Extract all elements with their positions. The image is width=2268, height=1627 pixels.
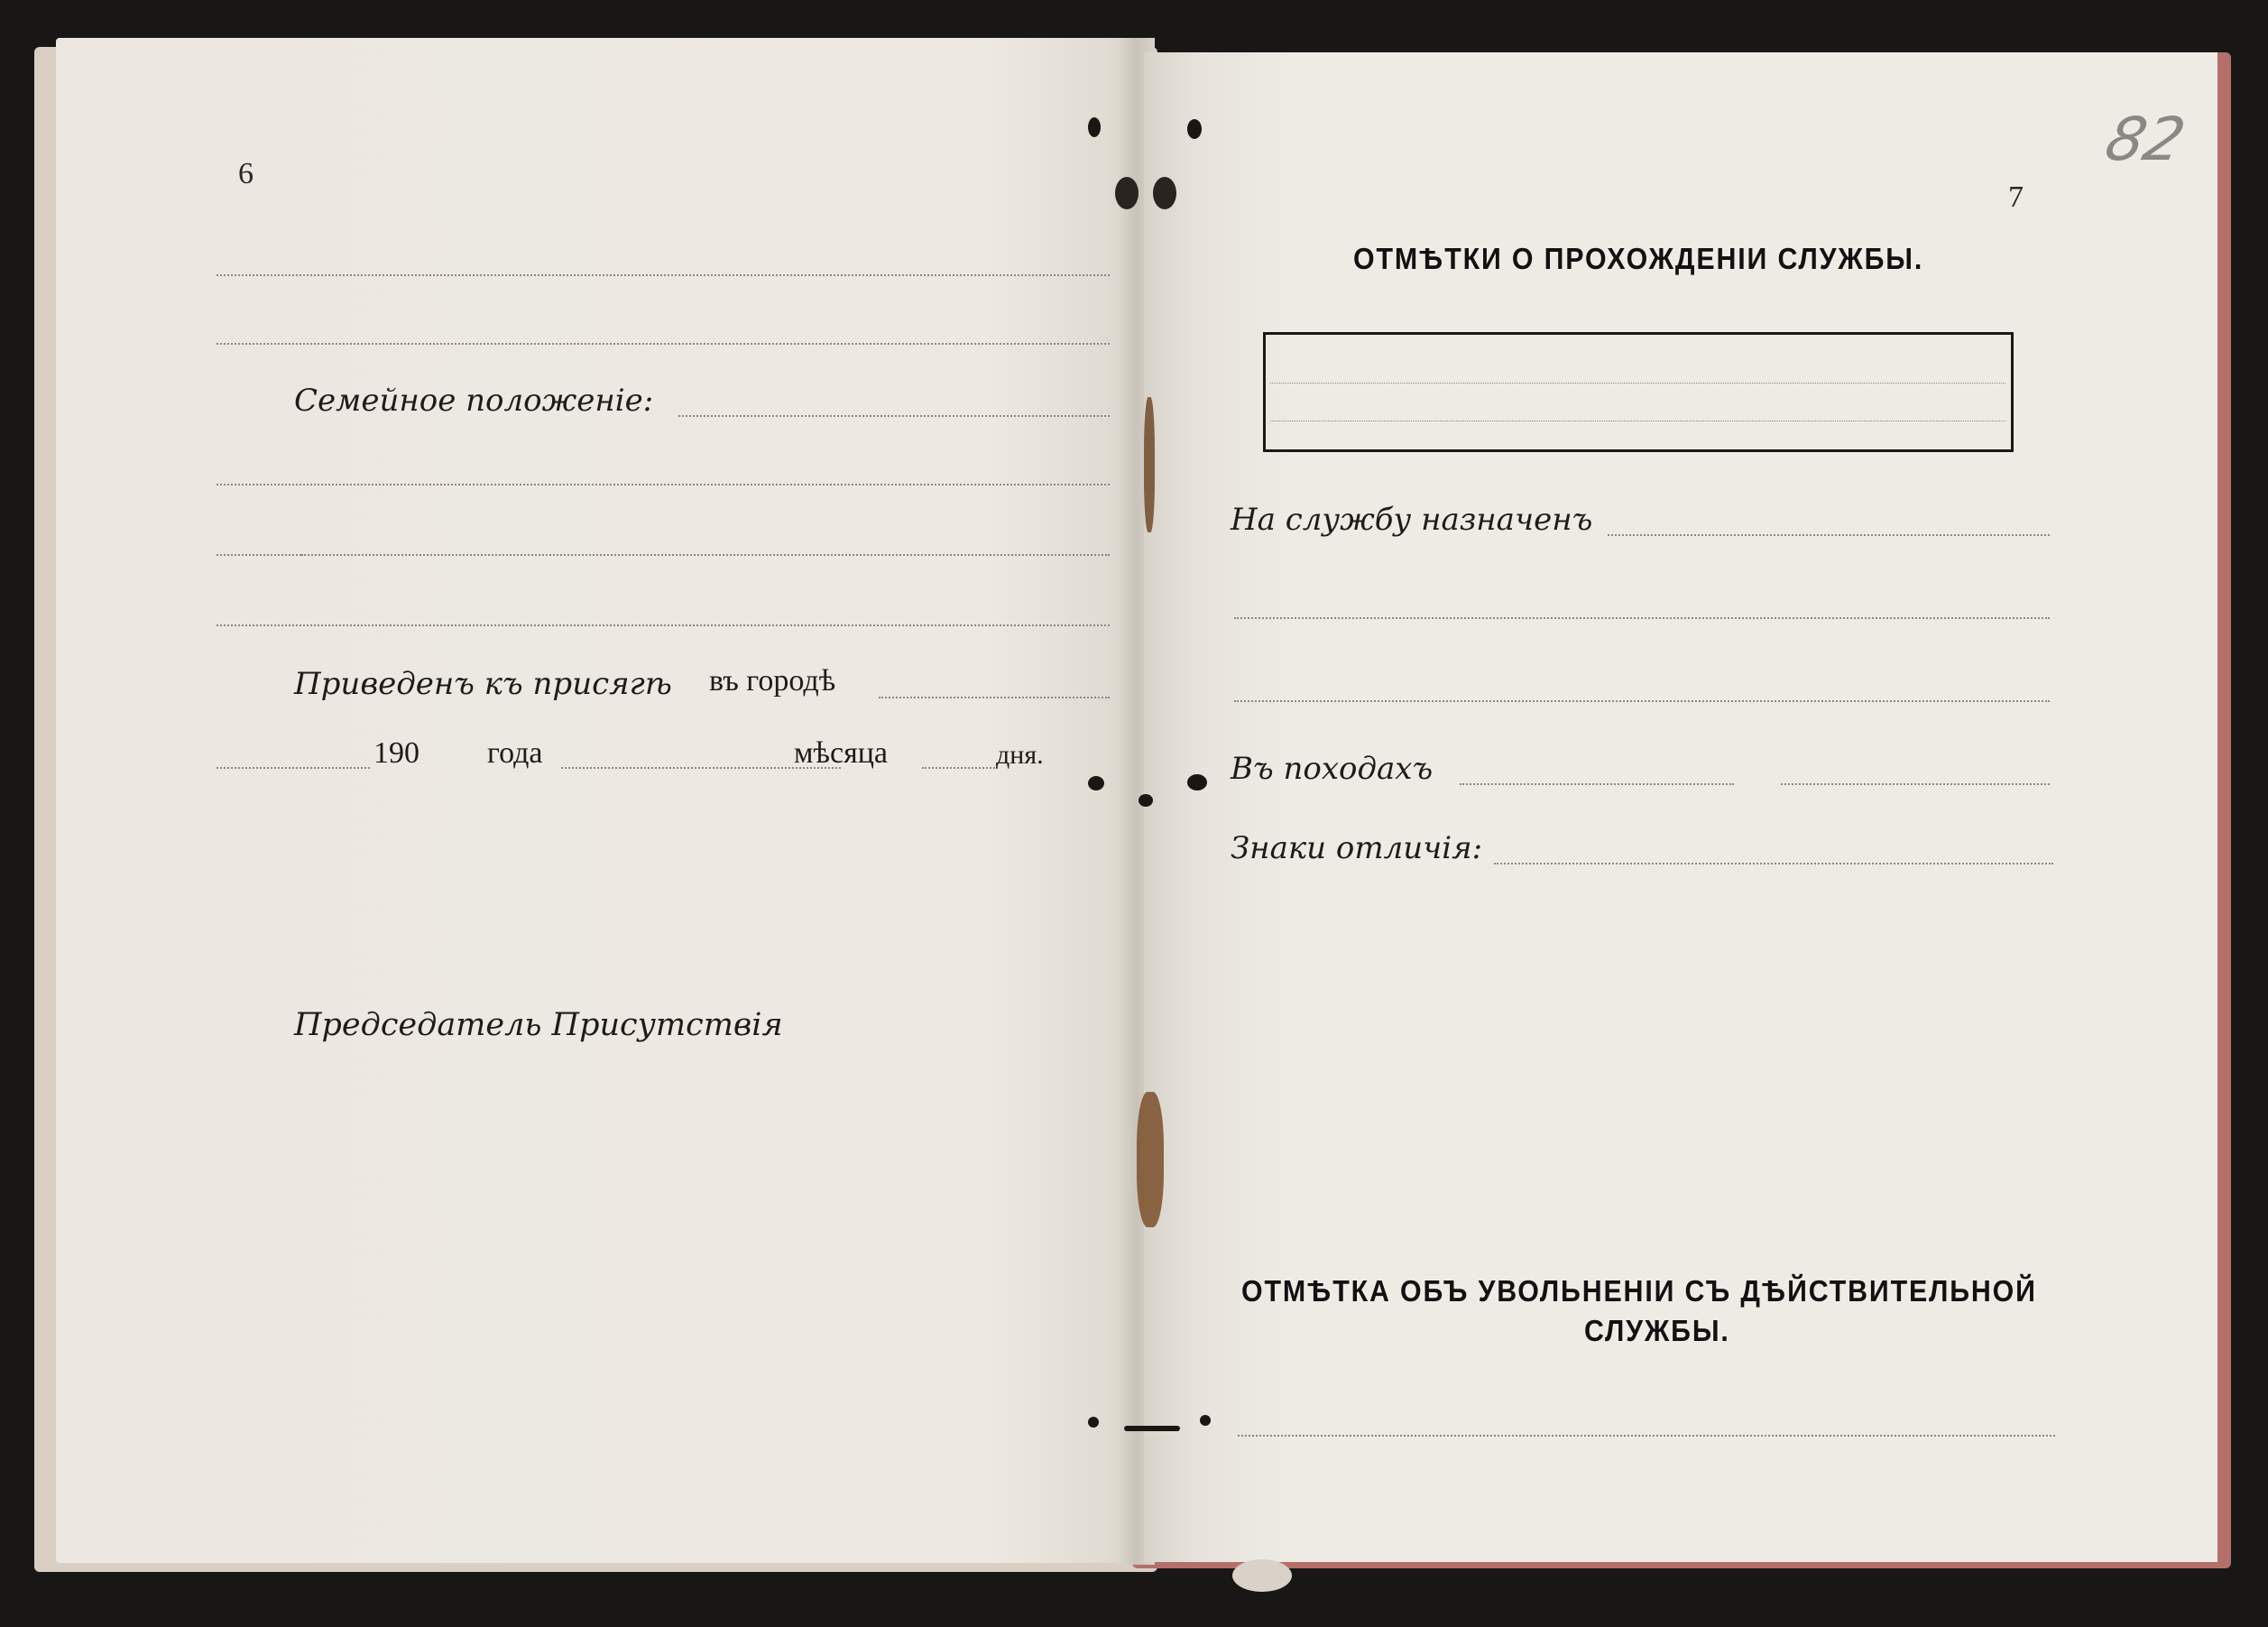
dotted-line <box>217 624 1110 626</box>
month-word: мѣсяца <box>794 736 888 770</box>
dotted-line <box>1234 617 2050 619</box>
discharge-heading-line2: СЛУЖБЫ. <box>1584 1314 1730 1347</box>
discharge-heading: ОТМѢТКА ОБЪ УВОЛЬНЕНIИ СЪ ДѢЙСТВИТЕЛЬНОЙ <box>1241 1274 2037 1308</box>
dotted-line <box>217 554 301 556</box>
right-page <box>1144 52 2217 1562</box>
day-line <box>922 767 998 769</box>
service-heading: ОТМѢТКИ О ПРОХОЖДЕНIИ СЛУЖБЫ. <box>1353 242 1924 275</box>
campaigns-label: Въ походахъ <box>1231 751 1434 787</box>
marital-status-label: Семейное положенiе: <box>294 383 654 419</box>
dotted-line <box>301 554 1110 556</box>
dotted-line <box>217 274 1110 276</box>
dotted-line <box>217 343 1110 345</box>
year-number: 190 <box>373 736 419 770</box>
dotted-line <box>217 484 1110 485</box>
chairman-label: Председатель Присутствiя <box>294 1007 783 1043</box>
left-page-number: 6 <box>238 157 254 190</box>
archive-page-number: 82 <box>2098 105 2192 174</box>
marital-status-line <box>678 415 1110 417</box>
oath-city-label: въ городѣ <box>709 664 836 698</box>
oath-label: Приведенъ къ присягѣ <box>294 666 672 702</box>
awards-label: Знаки отличiя: <box>1231 830 1483 866</box>
campaigns-line <box>1460 783 1734 785</box>
left-page <box>56 38 1148 1563</box>
right-page-number: 7 <box>2008 180 2024 214</box>
awards-line <box>1494 863 2053 864</box>
year-prefix-line <box>217 767 370 769</box>
oath-city-line <box>879 697 1110 698</box>
year-word: года <box>487 736 543 770</box>
assigned-line <box>1608 534 2050 536</box>
discharge-line <box>1238 1435 2055 1437</box>
campaigns-line <box>1781 783 2050 785</box>
day-word: дня. <box>996 740 1044 770</box>
assigned-label: На службу назначенъ <box>1231 502 1593 538</box>
dotted-line <box>1234 700 2050 702</box>
